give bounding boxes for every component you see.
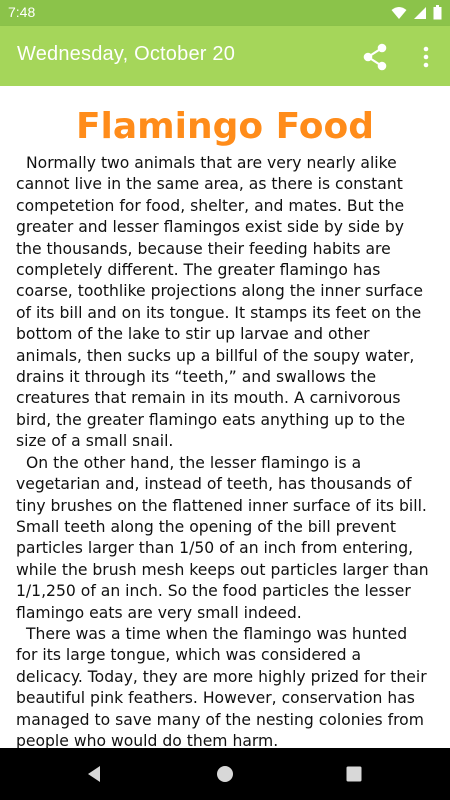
home-icon — [213, 762, 237, 786]
recents-icon — [342, 762, 366, 786]
status-bar — [0, 0, 450, 26]
signal-icon — [413, 6, 427, 20]
share-icon — [360, 42, 390, 72]
battery-icon — [433, 5, 442, 20]
back-icon — [83, 762, 107, 786]
share-button[interactable] — [360, 42, 390, 72]
more-options-button[interactable] — [414, 42, 438, 72]
article-paragraph-3: There was a time when the flamingo was hunted for its large tongue, which was considered a delicacy. Today, they are more highly prized for their beautiful pink feathers. However, conservation has managed to save many of the nesting colonies from people who would do them harm. — [16, 624, 427, 748]
article-title: Flamingo Food — [75, 106, 375, 147]
navigation-bar — [0, 748, 450, 800]
app-title: Wednesday, October 20 — [17, 43, 236, 65]
article-body — [0, 153, 450, 748]
wifi-icon — [391, 6, 407, 20]
article-paragraph-1: Normally two animals that are very nearly alike cannot live in the same area, as there is constant competetion for food, shelter, and mates. But the greater and lesser flamingos exist side by side by the thousands, because their feeding habits are completely different. The greater flamingo has coarse, toothlike projections along the inner surface of its bill and on its tongue. It stamps its feet on the bottom of the lake to stir up larvae and other animals, then sucks up a billful of the soupy water, drains it through its “teeth,” and swallows the creatures that remain in its mouth. A carnivorous bird, the greater flamingo eats anything up to the size of a small snail. — [16, 154, 423, 451]
more-vert-icon — [414, 42, 438, 72]
status-time: 7:48 — [8, 4, 36, 20]
article-paragraph-2: On the other hand, the lesser flamingo is a vegetarian and, instead of teeth, has thousands of tiny brushes on the flattened inner surface of its bill. Small teeth along the opening of the bill prevent particles larger than 1/50 of an inch from entering, while the brush mesh keeps out particles larger than 1/1,250 of an inch. So the food particles the lesser flamingo eats are very small indeed. — [16, 453, 429, 622]
app-bar — [0, 26, 450, 86]
recents-button[interactable] — [342, 762, 366, 786]
back-button[interactable] — [83, 762, 107, 786]
article-scroll-view[interactable] — [0, 86, 450, 748]
status-icons — [391, 5, 442, 20]
home-button[interactable] — [213, 762, 237, 786]
